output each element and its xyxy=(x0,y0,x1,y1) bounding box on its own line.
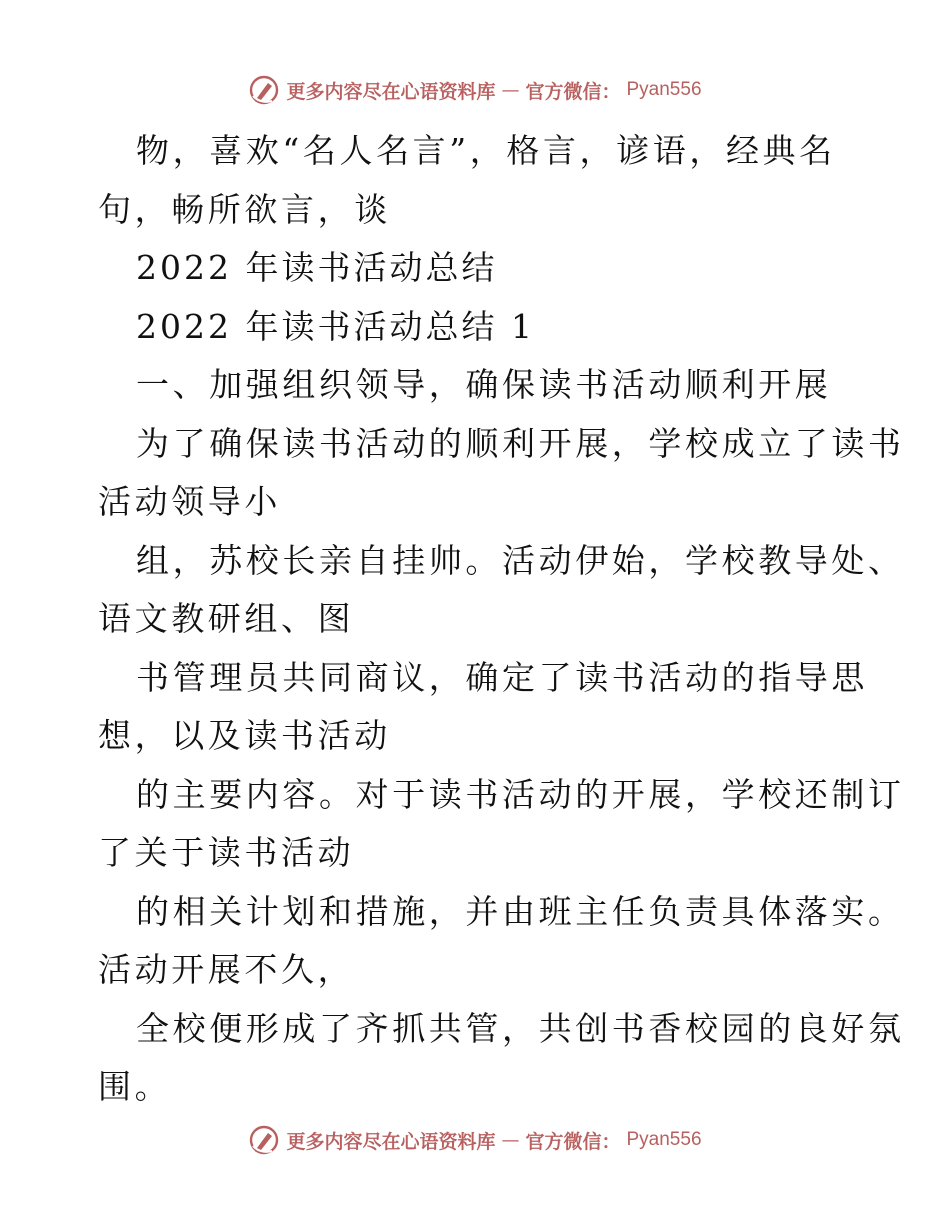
text-line: 的相关计划和措施，并由班主任负责具体落实。 xyxy=(136,891,905,931)
footer-brand-text: 更多内容尽在心语资料库 xyxy=(286,1130,496,1153)
footer-wechat-label: 官方微信： xyxy=(525,1130,621,1153)
text-line: 的主要内容。对于读书活动的开展，学校还制订 xyxy=(136,774,905,814)
footer-dash: — xyxy=(501,1129,520,1151)
pen-logo-icon xyxy=(248,74,280,106)
text-line: 活动开展不久， xyxy=(98,950,355,989)
text-line: 物，喜欢“名人名言”，格言，谚语，经典名 xyxy=(136,131,836,170)
header-wechat-handle: Pyan556 xyxy=(626,79,702,100)
footer-wechat-handle: Pyan556 xyxy=(626,1129,702,1150)
section-heading: 2022 年读书活动总结 xyxy=(136,248,498,287)
pen-logo-icon xyxy=(248,1124,280,1156)
header-banner xyxy=(0,70,950,110)
text-line: 组，苏校长亲自挂帅。活动伊始，学校教导处、 xyxy=(136,540,905,580)
text-line: 活动领导小 xyxy=(98,482,281,521)
document-body xyxy=(98,122,905,1117)
header-brand-text: 更多内容尽在心语资料库 xyxy=(286,80,496,103)
text-line: 围。 xyxy=(98,1067,172,1106)
header-dash: — xyxy=(501,79,520,101)
text-line: 想，以及读书活动 xyxy=(98,716,391,755)
text-line: 句，畅所欲言，谈 xyxy=(98,189,391,229)
text-line: 语文教研组、图 xyxy=(98,599,355,638)
text-line: 为了确保读书活动的顺利开展，学校成立了读书 xyxy=(136,423,905,463)
text-line: 书管理员共同商议，确定了读书活动的指导思 xyxy=(136,657,868,697)
text-line: 全校便形成了齐抓共管，共创书香校园的良好氛 xyxy=(136,1008,905,1048)
footer-banner xyxy=(0,1120,950,1160)
header-wechat-label: 官方微信： xyxy=(525,80,621,103)
text-line: 了关于读书活动 xyxy=(98,833,355,872)
section-subheading: 2022 年读书活动总结 1 xyxy=(136,306,535,346)
text-line: 一、加强组织领导，确保读书活动顺利开展 xyxy=(136,365,832,404)
